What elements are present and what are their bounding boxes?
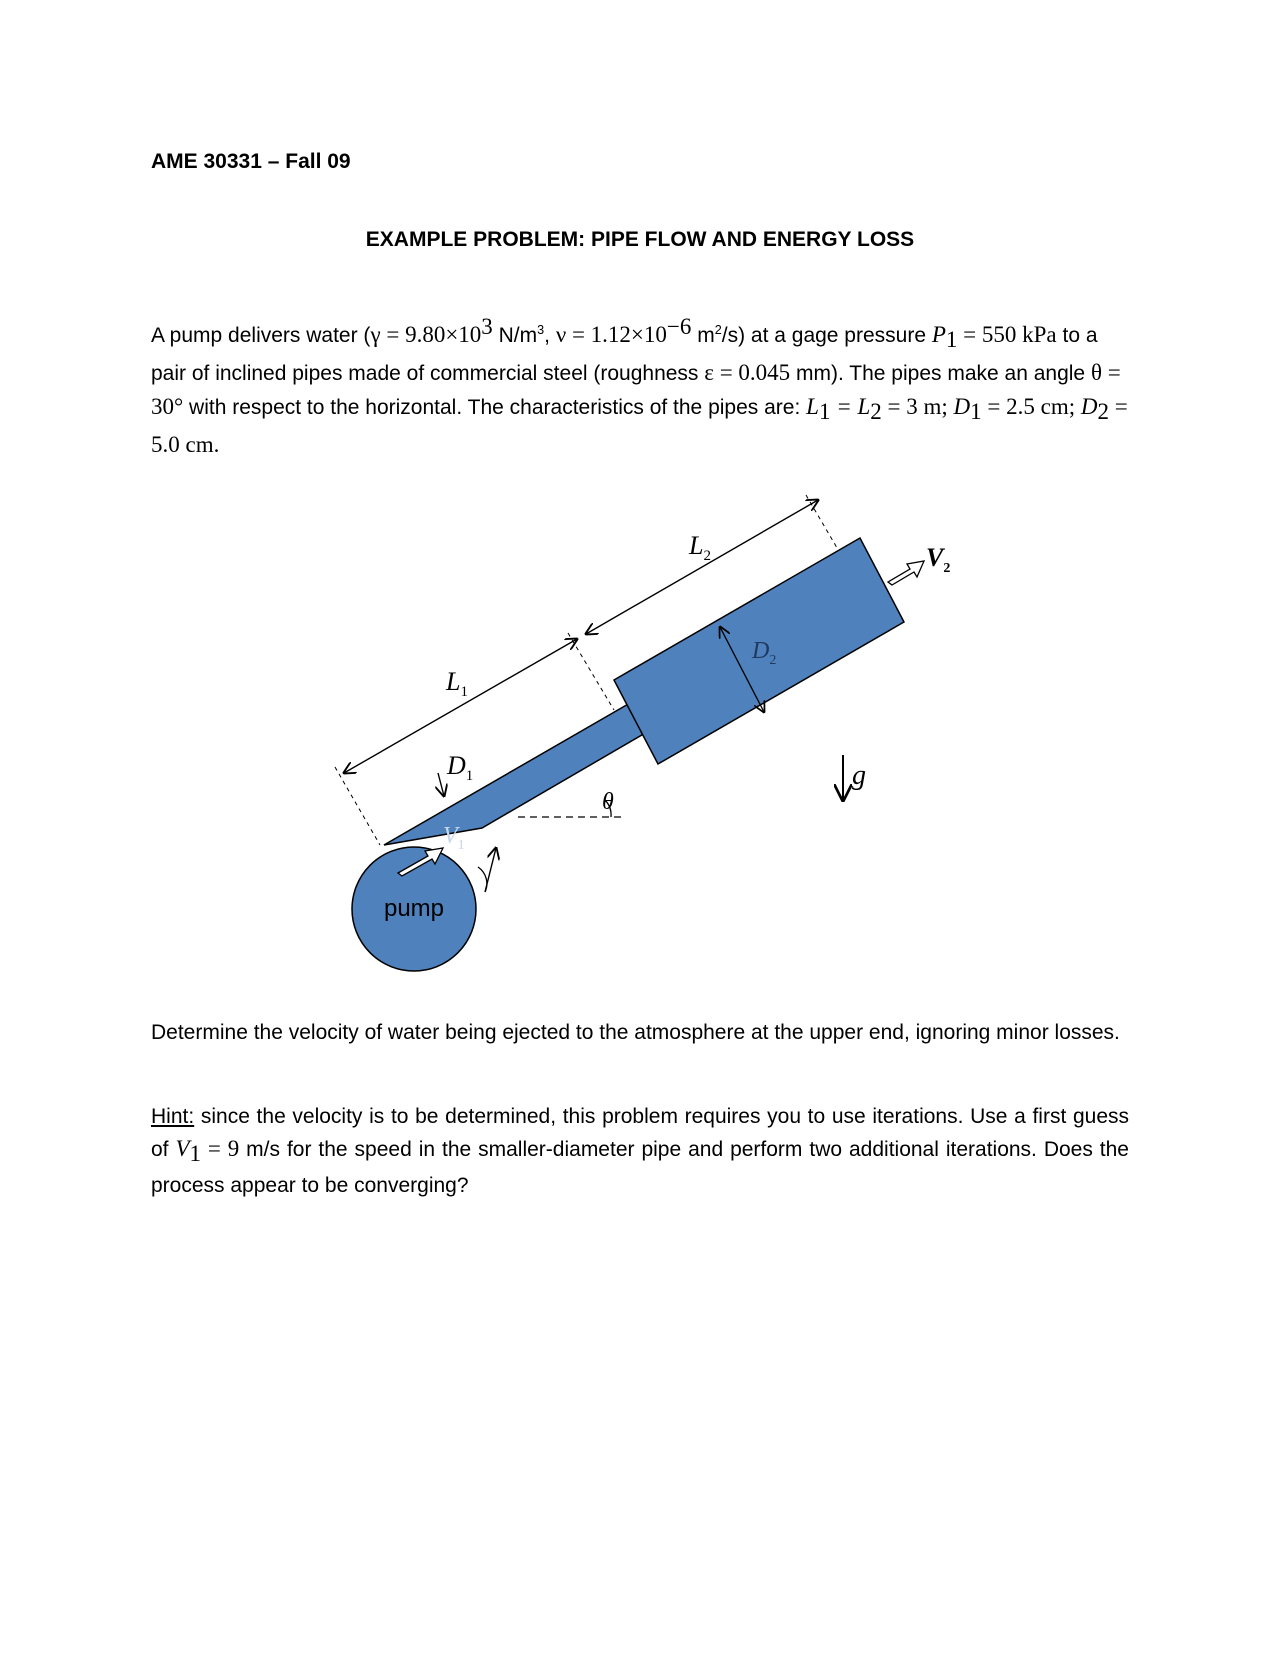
l1-subscript: 1: [818, 399, 831, 425]
d1-symbol: D: [953, 394, 971, 420]
extension-line-1: [335, 767, 380, 845]
hint-v1-value: = 9: [201, 1136, 240, 1161]
eps-value: ε = 0.045: [704, 360, 791, 386]
label-g: g: [852, 760, 866, 791]
label-l1-sub: 1: [460, 684, 468, 700]
label-v2: [926, 543, 950, 576]
eps-unit: mm). The pipes make an angle: [790, 362, 1091, 386]
l1-symbol: L: [806, 394, 819, 420]
p1-subscript: 1: [945, 327, 958, 353]
label-l2-sub: 2: [703, 548, 711, 564]
l2-symbol: = L: [830, 394, 871, 420]
p1-value: = 550 kPa: [957, 322, 1057, 347]
problem-title: EXAMPLE PROBLEM: PIPE FLOW AND ENERGY LOSS: [365, 228, 915, 251]
length-value: = 3 m;: [881, 394, 954, 420]
label-l1: [445, 667, 468, 700]
label-d1-sub: 1: [465, 768, 474, 784]
nu-value: ν = 1.12×10: [555, 322, 667, 347]
gamma-unit: N/m: [492, 324, 538, 347]
nu-exponent: −6: [666, 314, 692, 339]
label-v2-sub: 2: [943, 561, 951, 576]
gamma-exponent: 3: [481, 314, 493, 339]
d1-subscript: 1: [970, 399, 982, 425]
gamma-unit-exponent: 3: [537, 323, 545, 337]
v2-flow-arrow: [888, 561, 924, 585]
d1-arrow-top: [438, 773, 444, 796]
hint-v1-subscript: 1: [189, 1141, 202, 1167]
hint-v1-symbol: V: [175, 1136, 190, 1161]
d2-value: = 5.0 cm.: [151, 394, 1128, 458]
nu-unit-tail: /s) at a gage pressure: [721, 324, 932, 347]
pump-label: pump: [383, 895, 445, 922]
nu-unit-exponent: 2: [714, 323, 722, 337]
label-d2-main: D: [752, 638, 770, 664]
hint-text-1: since the velocity is to be determined, this problem requires you to use iterations. Use a first guess of: [151, 1105, 1129, 1161]
gamma-value: γ = 9.80×10: [370, 322, 482, 347]
label-v1-main: V: [443, 823, 458, 849]
line2-text: to a pair of inclined pipes made of commercial steel (roughness: [151, 324, 1098, 386]
label-d2-sub: 2: [769, 653, 777, 668]
question-text: Determine the velocity of water being ejected to the atmosphere at the upper end, ignoring minor losses.: [151, 1021, 1120, 1044]
d2-symbol: D: [1080, 394, 1098, 420]
p1-symbol: P: [931, 322, 946, 347]
hint-label: Hint:: [151, 1105, 195, 1128]
l2-subscript: 2: [870, 399, 882, 425]
nu-unit: m: [691, 324, 715, 347]
label-v1-sub: 1: [457, 838, 465, 853]
d2-subscript: 2: [1097, 399, 1109, 425]
label-l2: [688, 531, 711, 564]
hint-paragraph: [151, 1101, 1129, 1202]
intro-text: A pump delivers water (: [151, 324, 371, 347]
label-theta: θ: [602, 789, 614, 815]
label-d1: [446, 751, 473, 784]
label-v2-main: V: [926, 543, 944, 572]
theta-value: θ = 30°: [151, 360, 1121, 420]
pipe-1: [384, 703, 647, 845]
label-d1-main: D: [447, 751, 466, 780]
label-l1-main: L: [446, 667, 461, 696]
separator: ,: [544, 324, 556, 347]
extension-line-2: [568, 633, 614, 710]
d1-arrow-bottom: [485, 848, 496, 892]
course-header: AME 30331 – Fall 09: [151, 150, 351, 173]
hint-text-2: m/s for the speed in the smaller-diameter pipe and perform two additional iterations. Does the process appear to be converging?: [151, 1138, 1129, 1198]
line3-text: with respect to the horizontal. The characteristics of the pipes are:: [183, 396, 807, 420]
d1-value: = 2.5 cm;: [981, 394, 1081, 420]
label-l2-main: L: [689, 531, 704, 560]
